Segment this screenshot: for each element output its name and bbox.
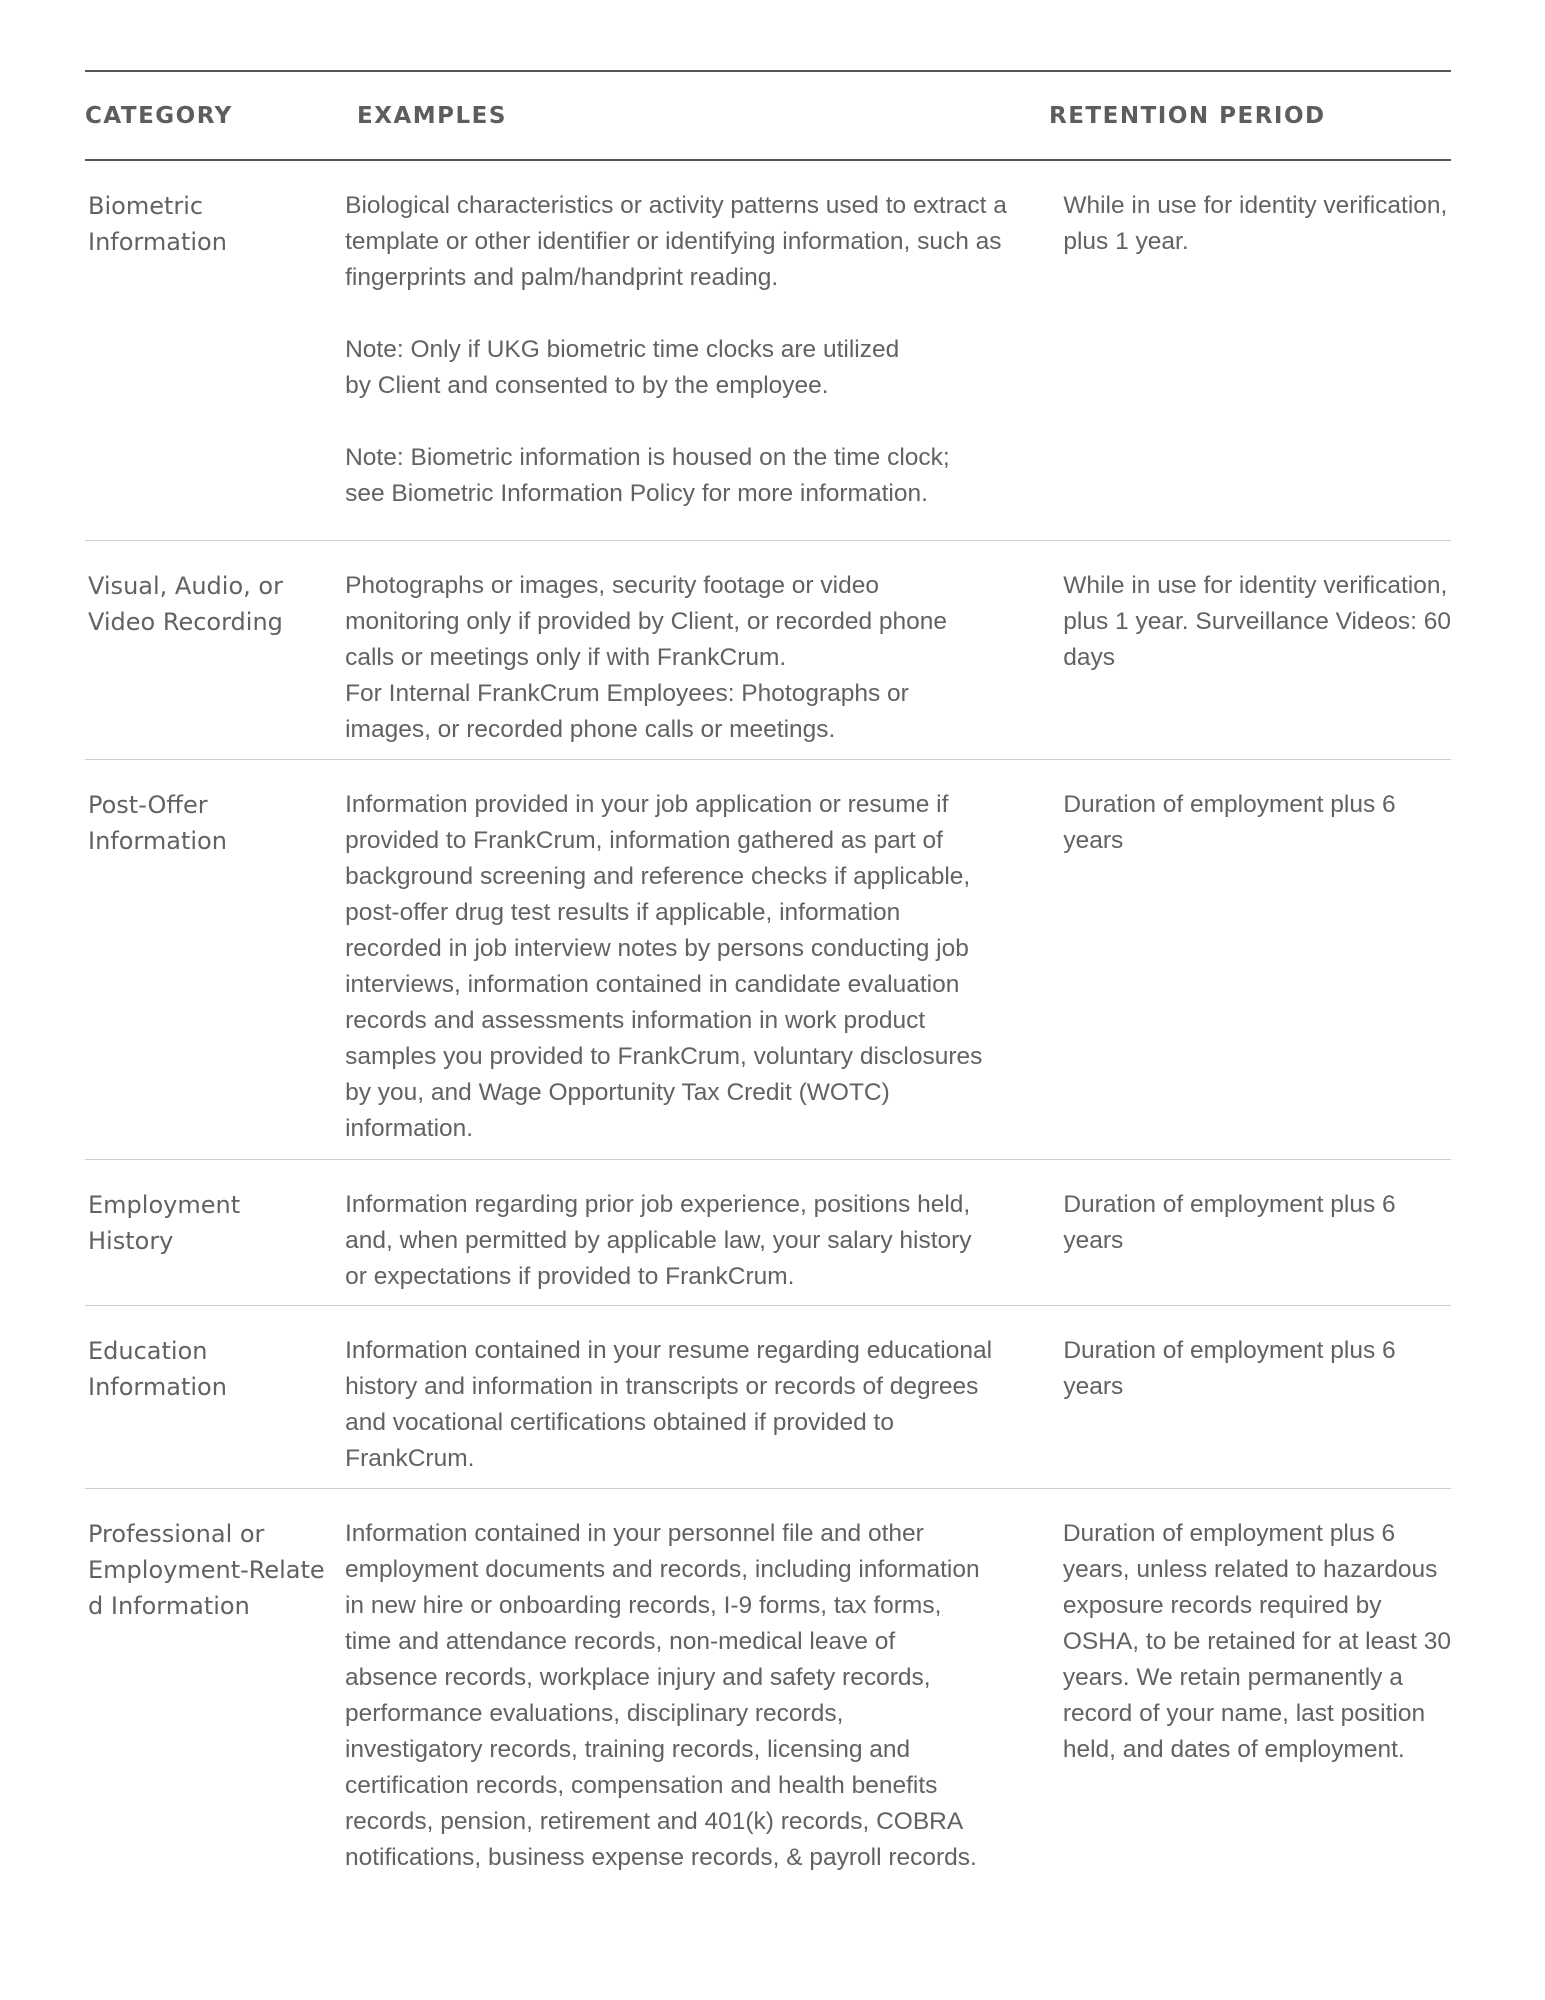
category-cell: Post-Offer Information xyxy=(88,791,227,855)
examples-cell: Information contained in your resume regarding educational history and information in transcripts or records of degrees and vocational certifications obtained if provided to FrankCrum. xyxy=(345,1337,993,1472)
examples-cell: Information provided in your job application or resume if provided to FrankCrum, information gathered as part of background screening and reference checks if applicable, post-offer drug test results if applicable, information recorded in job interview notes by persons conducting job interviews, information contained in candidate evaluation records and assessments information in work product samples you provided to FrankCrum, voluntary disclosures by you, and Wage Opportunity Tax Credit (WOTC) information. xyxy=(345,791,983,1142)
retention-table xyxy=(85,70,1451,1876)
category-cell: Education Information xyxy=(88,1337,227,1401)
examples-cell: Information regarding prior job experience, positions held, and, when permitted by applicable law, your salary history or expectations if provided to FrankCrum. xyxy=(345,1191,972,1290)
table-row xyxy=(85,1306,1451,1489)
table-row xyxy=(85,760,1451,1160)
retention-cell: Duration of employment plus 6 years xyxy=(1063,791,1396,854)
table-row xyxy=(85,1160,1451,1306)
retention-cell: Duration of employment plus 6 years, unless related to hazardous exposure records required by OSHA, to be retained for at least 30 years. We retain permanently a record of your name, last position held, and dates of employment. xyxy=(1062,1520,1451,1763)
category-cell: Professional or Employment-Relate d Information xyxy=(88,1520,325,1620)
header-category: CATEGORY xyxy=(85,102,233,129)
header-retention-period: RETENTION PERIOD xyxy=(1049,102,1326,129)
header-examples: EXAMPLES xyxy=(357,102,507,129)
table-header xyxy=(85,72,1451,161)
examples-cell: Photographs or images, security footage or video monitoring only if provided by Client, or recorded phone calls or meetings only if with FrankCrum. For Internal FrankCrum Employees: Photographs or images, or recorded phone calls or meetings. xyxy=(345,572,948,743)
table-row xyxy=(85,1489,1451,1876)
category-cell: Biometric Information xyxy=(88,192,227,256)
category-cell: Visual, Audio, or Video Recording xyxy=(88,572,283,636)
retention-cell: While in use for identity verification, plus 1 year. Surveillance Videos: 60 days xyxy=(1063,572,1451,671)
table-row xyxy=(85,541,1451,760)
retention-cell: Duration of employment plus 6 years xyxy=(1063,1337,1396,1400)
retention-cell: Duration of employment plus 6 years xyxy=(1063,1191,1396,1254)
examples-cell: Biological characteristics or activity patterns used to extract a template or other identifier or identifying information, such as fingerprints and palm/handprint reading. Note: Only if UKG biometric time clocks are utilized by Client and consented to by the employee. Note: Biometric information is housed on the time clock; see Biometric Information Policy for more information. xyxy=(345,192,1007,507)
category-cell: Employment History xyxy=(88,1191,241,1255)
table-row xyxy=(85,161,1451,541)
examples-cell: Information contained in your personnel file and other employment documents and records, including information in new hire or onboarding records, I-9 forms, tax forms, time and attendance records, non-medical leave of absence records, workplace injury and safety records, performance evaluations, disciplinary records, investigatory records, training records, licensing and certification records, compensation and health benefits records, pension, retirement and 401(k) records, COBRA notifications, business expense records, & payroll records. xyxy=(344,1520,980,1871)
retention-cell: While in use for identity verification, plus 1 year. xyxy=(1063,192,1448,255)
